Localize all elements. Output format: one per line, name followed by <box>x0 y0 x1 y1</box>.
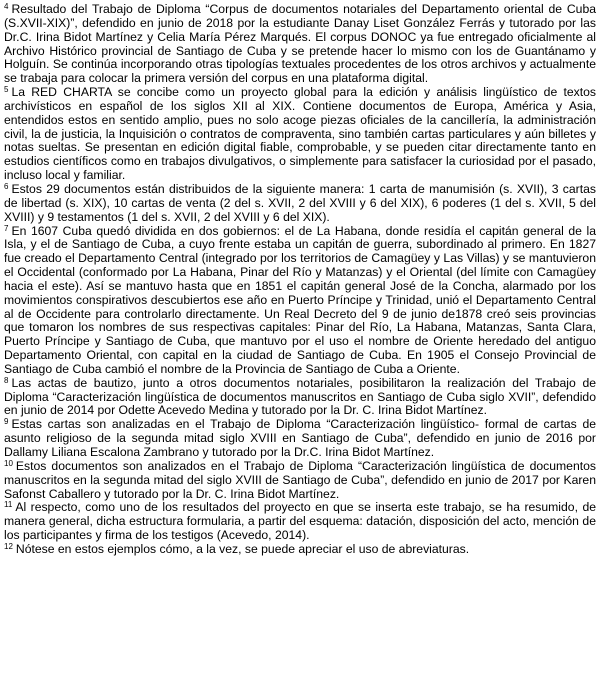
footnote-number: 9 <box>4 417 9 427</box>
footnote-number: 6 <box>4 181 9 191</box>
footnote-number: 12 <box>4 541 13 551</box>
footnote-10 <box>4 460 596 502</box>
footnote-number: 10 <box>4 458 13 468</box>
footnote-4 <box>4 3 596 86</box>
footnote-text: La RED CHARTA se concibe como un proyecto global para la edición y análisis lingüístico de textos archivísticos en español de los siglos XII al XIX. Contiene documentos de Europa, América y Asia, entendidos estos en sentido amplio, pues no solo acoge piezas oficiales de la cancillería, la administración civil, la de justicia, la Inquisición o contratos de compraventa, sino también cartas particulares y aún billetes y notas sueltas. Se presentan en edición digital fiable, comprobable, y se pueden citar directamente tanto en estudios científicos como en trabajos divulgativos, o simplemente para satisfacer la curiosidad por el pasado, incluso local y familiar. <box>4 85 596 183</box>
footnote-text: En 1607 Cuba quedó dividida en dos gobiernos: el de La Habana, donde residía el capitán general de la Isla, y el de Santiago de Cuba, a cuyo frente estaba un capitán de guerra, subordinado al primero. En 1827 fue creado el Departamento Central (integrado por los territorios de Camagüey y Las Villas) y se mantuvieron el Occidental (conformado por La Habana, Pinar del Río y Matanzas) y el Oriental (del límite con Camagüey hacia el este). Así se mantuvo hasta que en 1851 el capitán general José de la Concha, alarmado por los movimientos conspirativos descubiertos ese año en Puerto Príncipe y Trinidad, unió el Departamento Central al de Occidente para controlarlo directamente. Un Real Decreto del 9 de junio de1878 creó seis provincias que tomaron los nombres de sus respectivas capitales: Pinar del Río, La Habana, Matanzas, Santa Clara, Puerto Príncipe y Santiago de Cuba, que mantuvo por el uso el nombre de Oriente heredado del antiguo Departamento Oriental, con capital en la ciudad de Santiago de Cuba. En 1905 el Consejo Provincial de Santiago de Cuba cambió el nombre de la Provincia de Santiago de Cuba a Oriente. <box>4 223 596 376</box>
footnote-text: Nótese en estos ejemplos cómo, a la vez, se puede apreciar el uso de abreviaturas. <box>15 541 470 556</box>
footnote-text: Estas cartas son analizadas en el Trabajo de Diploma “Caracterización lingüístico- formal de cartas de asunto religioso de la segunda mitad siglo XVIII en Santiago de Cuba”, defendido en junio de 2016 por Dallamy Liliana Escalona Zambrano y tutorado por la Dr.C. Irina Bidot Martínez. <box>4 417 596 459</box>
footnote-number: 8 <box>4 375 9 385</box>
footnote-5 <box>4 86 596 183</box>
footnote-11 <box>4 501 596 543</box>
footnote-text: Al respecto, como uno de los resultados del proyecto en que se inserta este trabajo, se ha resumido, de manera general, dicha estructura formularia, a partir del esquema: datación, disposición del acto, mención de los participantes y firma de los testigos (Acevedo, 2014). <box>4 500 596 543</box>
footnote-9 <box>4 418 596 460</box>
footnotes-page <box>4 3 596 557</box>
footnote-text: Resultado del Trabajo de Diploma “Corpus de documentos notariales del Departamento oriental de Cuba (S.XVII-XIX)”, defendido en junio de 2018 por la estudiante Danay Liset González Ferrás y tutorado por las Dr.C. Irina Bidot Martínez y Celia María Pérez Marqués. El corpus DONOC ya fue entregado oficialmente al Archivo Histórico provincial de Santiago de Cuba y se pretende hacer lo mismo con los de Guantánamo y Holguín. Se continúa incorporando otras tipologías textuales procedentes de los otros archivos y actualmente se trabaja para colocar la primera versión del corpus en una plataforma digital. <box>4 2 596 86</box>
footnote-text: Estos 29 documentos están distribuidos de la siguiente manera: 1 carta de manumisión (s. XVII), 3 cartas de libertad (s. XIX), 10 cartas de venta (2 del s. XVII, 2 del XVIII y 6 del XIX), 6 poderes (1 del s. XVII, 5 del XVIII) y 9 testamentos (1 del s. XVII, 2 del XVIII y 6 del XIX). <box>4 181 596 224</box>
footnote-number: 7 <box>4 223 9 233</box>
footnote-7 <box>4 225 596 377</box>
footnote-number: 5 <box>4 85 9 95</box>
footnote-12 <box>4 543 596 557</box>
footnote-text: Las actas de bautizo, junto a otros documentos notariales, posibilitaron la realización del Trabajo de Diploma “Caracterización lingüística de documentos manuscritos en Santiago de Cuba siglo XVII”, defendido en junio de 2014 por Odette Acevedo Medina y tutorado por la Dr. C. Irina Bidot Martínez. <box>4 375 596 418</box>
footnote-6 <box>4 183 596 225</box>
footnote-8 <box>4 377 596 419</box>
footnote-text: Estos documentos son analizados en el Trabajo de Diploma “Caracterización lingüística de documentos manuscritos en la segunda mitad del siglo XVIII de Santiago de Cuba”, defendido en junio de 2017 por Karen Safonst Caballero y tutorado por la Dr. C. Irina Bidot Martínez. <box>4 458 596 501</box>
footnote-number: 4 <box>4 2 9 11</box>
footnote-number: 11 <box>4 500 13 510</box>
